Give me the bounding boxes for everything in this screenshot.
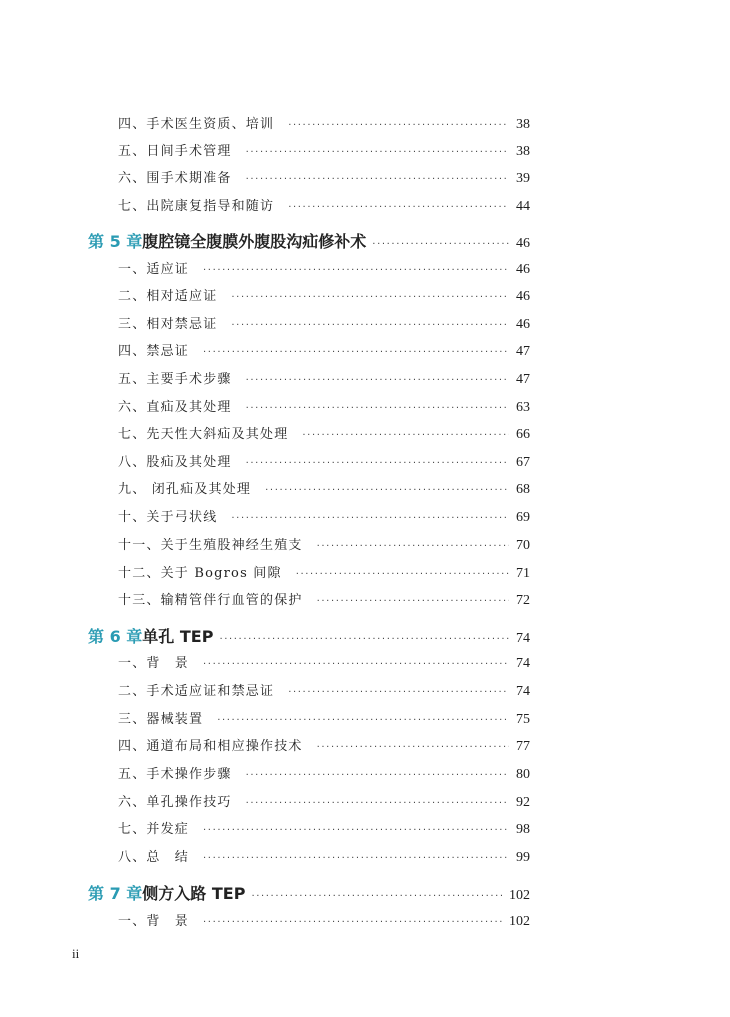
page-number: 75 <box>516 712 530 727</box>
chapter-number: 第 5 章 <box>88 232 143 251</box>
page-number: 77 <box>516 739 530 754</box>
chapter-number: 第 7 章 <box>88 884 143 903</box>
dot-leader <box>203 265 509 276</box>
section-title: 四、禁忌证 <box>118 344 190 359</box>
toc-section-entry <box>0 478 730 498</box>
toc-section-entry <box>0 451 730 471</box>
toc-section-entry <box>0 396 730 416</box>
dot-leader <box>265 485 509 496</box>
dot-leader <box>203 659 509 670</box>
section-title: 五、日间手术管理 <box>118 144 232 159</box>
page-number: 66 <box>516 427 530 442</box>
toc-section-entry <box>0 818 730 838</box>
section-title: 六、直疝及其处理 <box>118 400 232 415</box>
toc-section-entry <box>0 285 730 305</box>
toc-section-entry <box>0 113 730 133</box>
page-number: 47 <box>516 344 530 359</box>
chapter-title: 单孔 TEP <box>142 627 214 646</box>
dot-leader <box>246 798 509 809</box>
section-title: 九、 闭孔疝及其处理 <box>118 482 252 497</box>
page-number: 44 <box>516 199 530 214</box>
toc-chapter-entry <box>0 229 730 252</box>
chapter-title: 腹腔镜全腹膜外腹股沟疝修补术 <box>142 232 367 251</box>
dot-leader <box>203 825 509 836</box>
page-number: 98 <box>516 822 530 837</box>
dot-leader <box>288 120 509 131</box>
dot-leader <box>246 375 509 386</box>
toc-section-entry <box>0 140 730 160</box>
dot-leader <box>203 853 509 864</box>
section-title: 六、单孔操作技巧 <box>118 795 232 810</box>
dot-leader <box>251 891 502 902</box>
page-number: 38 <box>516 144 530 159</box>
toc-section-entry <box>0 846 730 866</box>
page-number: 46 <box>516 262 530 277</box>
dot-leader <box>288 687 509 698</box>
toc-section-entry <box>0 506 730 526</box>
dot-leader <box>246 458 509 469</box>
dot-leader <box>296 569 509 580</box>
section-title: 十、关于弓状线 <box>118 510 218 525</box>
section-title: 一、适应证 <box>118 262 190 277</box>
dot-leader <box>246 147 509 158</box>
toc-chapter-entry <box>0 624 730 647</box>
dot-leader <box>231 320 509 331</box>
page-folio: ii <box>72 946 80 961</box>
section-title: 十二、关于 Bogros 间隙 <box>118 566 282 581</box>
page-number: 63 <box>516 400 530 415</box>
chapter-title: 侧方入路 TEP <box>142 884 246 903</box>
toc-section-entry <box>0 340 730 360</box>
page-number: 70 <box>516 538 530 553</box>
section-title: 三、相对禁忌证 <box>118 317 218 332</box>
dot-leader <box>317 596 509 607</box>
section-title: 七、先天性大斜疝及其处理 <box>118 427 289 442</box>
page-number: 46 <box>516 289 530 304</box>
section-title: 八、总 结 <box>118 850 190 865</box>
section-title: 四、通道布局和相应操作技术 <box>118 739 303 754</box>
dot-leader <box>203 347 509 358</box>
toc-chapter-entry <box>0 881 730 904</box>
page-number: 72 <box>516 593 530 608</box>
dot-leader <box>246 770 509 781</box>
dot-leader <box>317 742 509 753</box>
page-number: 102 <box>509 888 530 903</box>
section-title: 三、器械装置 <box>118 712 204 727</box>
toc-section-entry <box>0 708 730 728</box>
dot-leader <box>217 715 509 726</box>
dot-leader <box>231 292 509 303</box>
toc-section-entry <box>0 195 730 215</box>
toc-section-entry <box>0 763 730 783</box>
page-number: 71 <box>516 566 530 581</box>
section-title: 五、主要手术步骤 <box>118 372 232 387</box>
dot-leader <box>231 513 509 524</box>
toc-section-entry <box>0 368 730 388</box>
toc-section-entry <box>0 562 730 582</box>
toc-section-entry <box>0 534 730 554</box>
page-number: 68 <box>516 482 530 497</box>
page-number: 67 <box>516 455 530 470</box>
dot-leader <box>317 541 509 552</box>
dot-leader <box>219 634 509 645</box>
toc-section-entry <box>0 167 730 187</box>
toc-section-entry <box>0 680 730 700</box>
page-number: 39 <box>516 171 530 186</box>
dot-leader <box>246 174 509 185</box>
page-number: 38 <box>516 117 530 132</box>
toc-section-entry <box>0 258 730 278</box>
page-number: 99 <box>516 850 530 865</box>
dot-leader <box>203 917 502 928</box>
page-number: 47 <box>516 372 530 387</box>
dot-leader <box>302 430 509 441</box>
section-title: 八、股疝及其处理 <box>118 455 232 470</box>
section-title: 一、背 景 <box>118 656 190 671</box>
toc-section-entry <box>0 589 730 609</box>
page-number: 74 <box>516 631 530 646</box>
dot-leader <box>288 202 509 213</box>
toc-section-entry <box>0 652 730 672</box>
page-number: 74 <box>516 684 530 699</box>
section-title: 七、出院康复指导和随访 <box>118 199 275 214</box>
section-title: 十一、关于生殖股神经生殖支 <box>118 538 303 553</box>
dot-leader <box>246 403 509 414</box>
toc-section-entry <box>0 910 730 930</box>
page-number: 92 <box>516 795 530 810</box>
section-title: 五、手术操作步骤 <box>118 767 232 782</box>
page-number: 102 <box>509 914 530 929</box>
page-number: 46 <box>516 236 530 251</box>
page-number: 80 <box>516 767 530 782</box>
section-title: 四、手术医生资质、培训 <box>118 117 275 132</box>
page-number: 74 <box>516 656 530 671</box>
section-title: 七、并发症 <box>118 822 190 837</box>
chapter-number: 第 6 章 <box>88 627 143 646</box>
section-title: 二、相对适应证 <box>118 289 218 304</box>
toc-section-entry <box>0 735 730 755</box>
page-number: 46 <box>516 317 530 332</box>
toc-section-entry <box>0 791 730 811</box>
toc-section-entry <box>0 313 730 333</box>
section-title: 二、手术适应证和禁忌证 <box>118 684 275 699</box>
section-title: 六、围手术期准备 <box>118 171 232 186</box>
section-title: 十三、输精管伴行血管的保护 <box>118 593 303 608</box>
page-number: 69 <box>516 510 530 525</box>
toc-section-entry <box>0 423 730 443</box>
dot-leader <box>372 239 509 250</box>
section-title: 一、背 景 <box>118 914 190 929</box>
